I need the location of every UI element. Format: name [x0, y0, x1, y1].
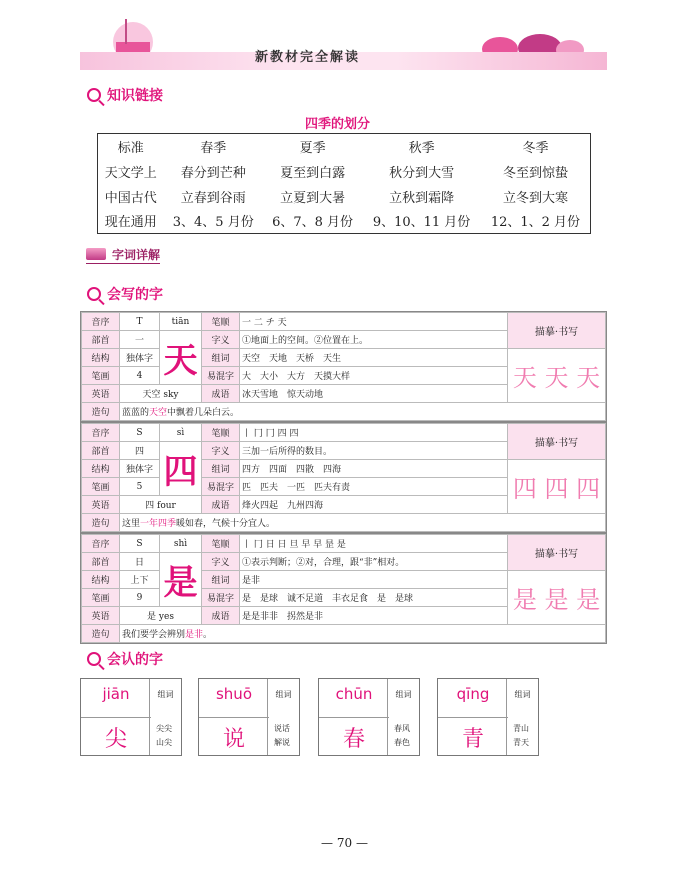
label: 组词	[202, 460, 240, 478]
zuci-value: 是非	[240, 571, 508, 589]
label: 笔画	[82, 589, 120, 607]
label: 英语	[82, 496, 120, 514]
char-card	[80, 311, 607, 422]
seasons-cell: 立春到谷雨	[180, 190, 246, 206]
label: 英语	[82, 607, 120, 625]
seasons-row	[98, 184, 591, 209]
recognize-character: 春	[319, 717, 389, 753]
seasons-cell: 立夏到大暑	[280, 190, 346, 206]
sentence-text: 。	[203, 630, 213, 640]
practice-heading: 描摹·书写	[508, 535, 606, 571]
yinxu-value: S	[120, 535, 160, 553]
trace-char: 是	[512, 586, 537, 614]
sentence-text: 我们要学会辨别	[122, 630, 186, 640]
pinyin-value: tiān	[160, 313, 202, 331]
chengyu-value: 烽火四起 九州四海	[240, 496, 508, 514]
word-2: 青天	[513, 738, 529, 747]
sentence	[120, 514, 606, 532]
seasons-cell: 夏季	[299, 140, 326, 156]
bihua-value: 4	[120, 367, 160, 385]
bihua-value: 9	[120, 589, 160, 607]
seasons-cell: 标准	[117, 140, 144, 156]
header-title: 新教材完全解读	[255, 50, 361, 65]
label: 易混字	[202, 589, 240, 607]
practice-heading: 描摹·书写	[508, 424, 606, 460]
bihua-value: 5	[120, 478, 160, 496]
seasons-cell: 秋分到大雪	[389, 165, 455, 181]
ziyi-value: ①地面上的空间。②位置在上。	[240, 331, 508, 349]
magnifier-icon	[87, 88, 101, 102]
yinxu-value: T	[120, 313, 160, 331]
seasons-cell: 春季	[200, 140, 227, 156]
word-1: 青山	[513, 724, 529, 733]
label: 组词	[202, 571, 240, 589]
seasons-cell: 立秋到霜降	[389, 190, 455, 206]
seasons-cell: 春分到芒种	[180, 165, 246, 181]
sentence-highlight: 是非	[185, 630, 204, 640]
label: 易混字	[202, 367, 240, 385]
seasons-cell: 中国古代	[104, 190, 157, 206]
zuci-label: 组词	[387, 679, 419, 755]
magnifier-icon	[87, 287, 101, 301]
sentence-text: 蓝蓝的	[122, 408, 150, 418]
sentence	[120, 403, 606, 421]
recognize-card	[198, 678, 300, 756]
seasons-row	[98, 209, 591, 234]
sentence-highlight: 天空	[149, 408, 168, 418]
pinyin: jiān	[102, 685, 130, 703]
english-value: 天空 sky	[120, 385, 202, 403]
seasons-cell: 3、4、5 月份	[172, 215, 254, 231]
seasons-cell: 立冬到大寒	[502, 190, 568, 206]
recognize-character: 青	[438, 717, 508, 753]
bishun-value: 丨 冂 日 日 旦 早 早 昰 是	[240, 535, 508, 553]
practice-heading: 描摹·书写	[508, 313, 606, 349]
label: 造句	[82, 625, 120, 643]
trace-char: 四	[512, 475, 537, 503]
label: 结构	[82, 349, 120, 367]
tracing-characters[interactable]	[508, 349, 606, 403]
trace-char: 天	[576, 364, 601, 392]
word-2: 山尖	[156, 738, 172, 747]
trace-char: 天	[512, 364, 537, 392]
trace-char: 是	[576, 586, 601, 614]
label: 成语	[202, 607, 240, 625]
word-2: 解说	[274, 738, 290, 747]
recognize-card	[80, 678, 182, 756]
big-character: 四	[160, 442, 202, 496]
sentence-highlight: 一年四季	[140, 519, 177, 529]
label: 部首	[82, 442, 120, 460]
label: 部首	[82, 331, 120, 349]
label: 部首	[82, 553, 120, 571]
label: 笔顺	[202, 424, 240, 442]
bushou-value: 一	[120, 331, 160, 349]
knowledge-section-heading	[87, 85, 163, 105]
jiegou-value: 上下	[120, 571, 160, 589]
label: 结构	[82, 460, 120, 478]
label: 音序	[82, 424, 120, 442]
pinyin: shuō	[215, 685, 252, 703]
magnifier-icon	[87, 652, 101, 666]
jiegou-value: 独体字	[120, 460, 160, 478]
recognize-heading-text: 会认的字	[107, 652, 163, 668]
trace-char: 天	[544, 364, 569, 392]
recognize-card	[437, 678, 539, 756]
recognize-character: 尖	[81, 717, 151, 753]
label: 造句	[82, 514, 120, 532]
trace-char: 是	[544, 586, 569, 614]
seasons-row	[98, 134, 591, 159]
page-number: — 70 —	[321, 836, 368, 850]
recognize-card	[318, 678, 420, 756]
knowledge-heading-text: 知识链接	[107, 88, 163, 104]
sentence-text: 这里	[122, 519, 141, 529]
chengyu-value: 是是非非 拐然是非	[240, 607, 508, 625]
label: 易混字	[202, 478, 240, 496]
english-value: 四 four	[120, 496, 202, 514]
zuci-value: 四方 四面 四散 四海	[240, 460, 508, 478]
label: 组词	[202, 349, 240, 367]
trace-char: 四	[544, 475, 569, 503]
seasons-cell: 天文学上	[104, 165, 157, 181]
sentence-text: 暖如春，气候十分宜人。	[176, 519, 276, 529]
bishun-value: 丨 冂 冂 四 四	[240, 424, 508, 442]
label: 结构	[82, 571, 120, 589]
zuci-label: 组词	[267, 679, 299, 755]
pinyin: qīng	[456, 685, 490, 703]
pinyin-value: sì	[160, 424, 202, 442]
seasons-cell: 6、7、8 月份	[272, 215, 354, 231]
yihunzi-value: 匹 匹夫 一匹 匹夫有责	[240, 478, 508, 496]
yinxu-value: S	[120, 424, 160, 442]
seasons-cell: 夏至到白露	[280, 165, 346, 181]
label: 造句	[82, 403, 120, 421]
char-card	[80, 533, 607, 644]
seasons-table-title: 四季的划分	[305, 117, 371, 132]
sentence-text: 中飘着几朵白云。	[167, 408, 240, 418]
word-1: 春风	[394, 724, 410, 733]
tracing-characters[interactable]	[508, 460, 606, 514]
seasons-cell: 冬至到惊蛰	[502, 165, 568, 181]
label: 英语	[82, 385, 120, 403]
write-section-heading	[87, 284, 163, 304]
word-1: 说话	[274, 724, 290, 733]
label: 字义	[202, 442, 240, 460]
seasons-cell: 冬季	[522, 140, 549, 156]
label: 笔画	[82, 367, 120, 385]
pinyin: chūn	[335, 685, 373, 703]
label: 音序	[82, 313, 120, 331]
jiegou-value: 独体字	[120, 349, 160, 367]
label: 笔画	[82, 478, 120, 496]
zuci-label: 组词	[506, 679, 538, 755]
tracing-characters[interactable]	[508, 571, 606, 625]
bushou-value: 日	[120, 553, 160, 571]
ziyi-value: ①表示判断；②对，合理，跟“非”相对。	[240, 553, 508, 571]
big-character: 是	[160, 553, 202, 607]
big-character: 天	[160, 331, 202, 385]
recognize-character: 说	[199, 717, 269, 753]
trace-char: 四	[576, 475, 601, 503]
seasons-row	[98, 159, 591, 184]
label: 字义	[202, 331, 240, 349]
word-2: 春色	[394, 738, 410, 747]
words-section-heading	[86, 246, 160, 264]
word-1: 尖尖	[156, 724, 172, 733]
seasons-cell: 12、1、2 月份	[490, 215, 581, 231]
bishun-value: 一 二 チ 天	[240, 313, 508, 331]
zuci-label: 组词	[149, 679, 181, 755]
chengyu-value: 冰天雪地 惊天动地	[240, 385, 508, 403]
recognize-section-heading	[87, 649, 163, 669]
write-heading-text: 会写的字	[107, 287, 163, 303]
seasons-cell: 9、10、11 月份	[372, 215, 471, 231]
books-icon	[86, 248, 106, 260]
label: 笔顺	[202, 313, 240, 331]
seasons-cell: 秋季	[408, 140, 435, 156]
words-heading-text: 字词详解	[112, 248, 161, 262]
char-card	[80, 422, 607, 533]
label: 成语	[202, 496, 240, 514]
zuci-value: 天空 天地 天桥 天生	[240, 349, 508, 367]
ziyi-value: 三加一后所得的数目。	[240, 442, 508, 460]
english-value: 是 yes	[120, 607, 202, 625]
label: 成语	[202, 385, 240, 403]
seasons-cell: 现在通用	[104, 215, 157, 231]
label: 音序	[82, 535, 120, 553]
pinyin-value: shì	[160, 535, 202, 553]
seasons-table	[97, 133, 591, 234]
yihunzi-value: 大 大小 大方 天摸大样	[240, 367, 508, 385]
sentence	[120, 625, 606, 643]
label: 笔顺	[202, 535, 240, 553]
yihunzi-value: 是 是球 诚不足道 丰衣足食 是 是球	[240, 589, 508, 607]
label: 字义	[202, 553, 240, 571]
bushou-value: 四	[120, 442, 160, 460]
